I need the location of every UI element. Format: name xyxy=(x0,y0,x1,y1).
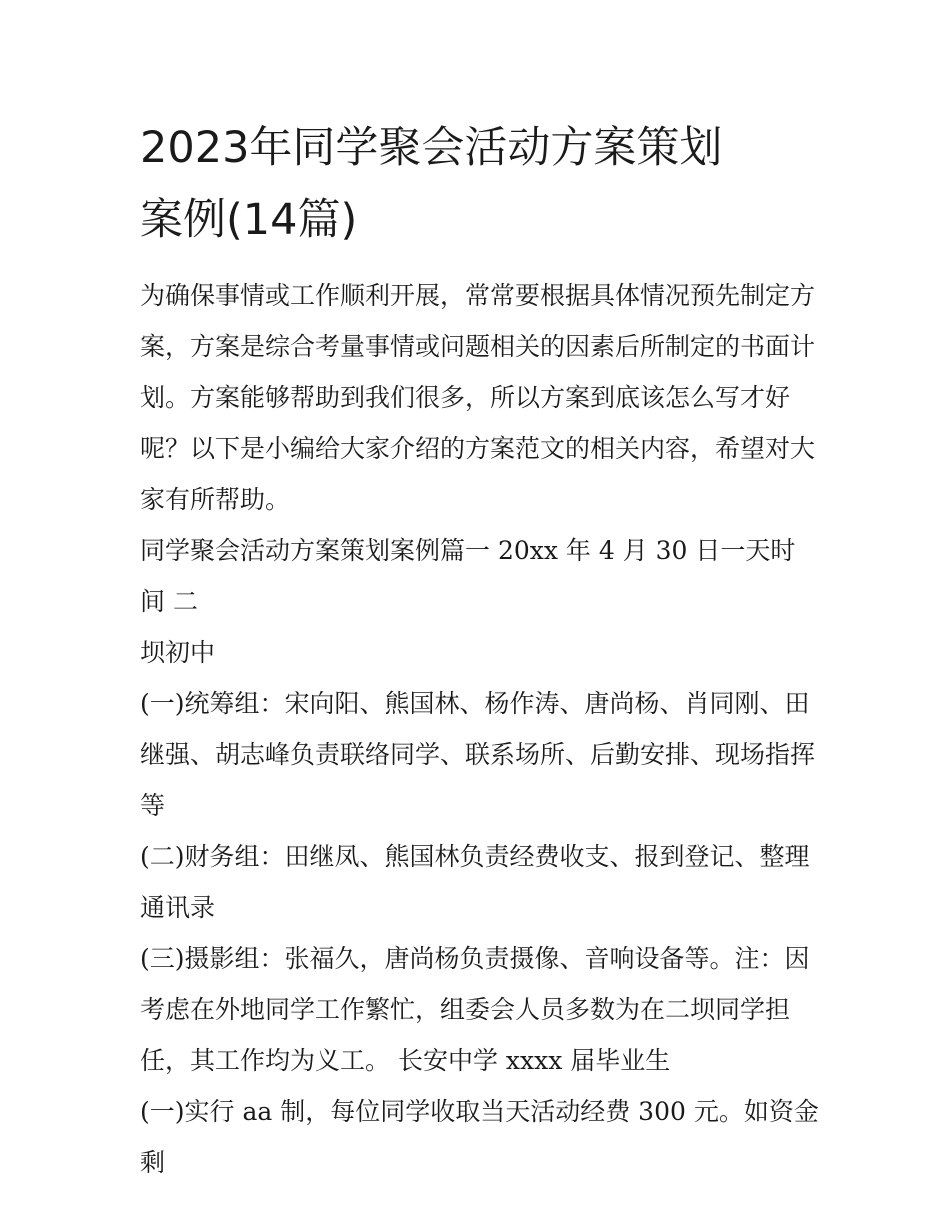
text-line: 考虑在外地同学工作繁忙，组委会人员多数为在二坝同学担 xyxy=(140,995,791,1024)
document-page xyxy=(140,112,820,1188)
photography-group-paragraph xyxy=(140,933,820,1086)
text-line: 等 xyxy=(140,791,166,820)
text-line: 呢？以下是小编给大家介绍的方案范文的相关内容，希望对大 xyxy=(140,434,816,463)
text-line: 家有所帮助。 xyxy=(140,485,291,514)
text-line: 继强、胡志峰负责联络同学、联系场所、后勤安排、现场指挥 xyxy=(140,740,816,769)
aa-system-paragraph xyxy=(140,1086,820,1188)
text-line: 划。方案能够帮助到我们很多，所以方案到底该怎么写才好 xyxy=(140,383,791,412)
text-line: 案，方案是综合考量事情或问题相关的因素后所制定的书面计 xyxy=(140,332,816,361)
text-line: 通讯录 xyxy=(140,893,216,922)
intro-paragraph xyxy=(140,270,820,525)
section-one-heading-paragraph xyxy=(140,525,820,678)
title-line-2: 案例(14篇) xyxy=(140,195,358,245)
text-line: 同学聚会活动方案策划案例篇一 20xx 年 4 月 30 日一天时间 二 xyxy=(140,536,796,616)
text-line: 任，其工作均为义工。 长安中学 xxxx 届毕业生 xyxy=(140,1046,671,1075)
finance-group-paragraph xyxy=(140,831,820,933)
coordination-group-paragraph xyxy=(140,678,820,831)
text-line: (一)统筹组：宋向阳、熊国林、杨作涛、唐尚杨、肖同刚、田 xyxy=(140,689,810,718)
text-line: 坝初中 xyxy=(140,638,216,667)
text-line: (三)摄影组：张福久，唐尚杨负责摄像、音响设备等。注：因 xyxy=(140,944,810,973)
text-line: (一)实行 aa 制，每位同学收取当天活动经费 300 元。如资金剩 xyxy=(140,1097,819,1177)
title-line-1: 2023年同学聚会活动方案策划 xyxy=(140,123,723,173)
document-title xyxy=(140,112,820,256)
text-line: (二)财务组：田继凤、熊国林负责经费收支、报到登记、整理 xyxy=(140,842,810,871)
text-line: 为确保事情或工作顺利开展，常常要根据具体情况预先制定方 xyxy=(140,281,816,310)
